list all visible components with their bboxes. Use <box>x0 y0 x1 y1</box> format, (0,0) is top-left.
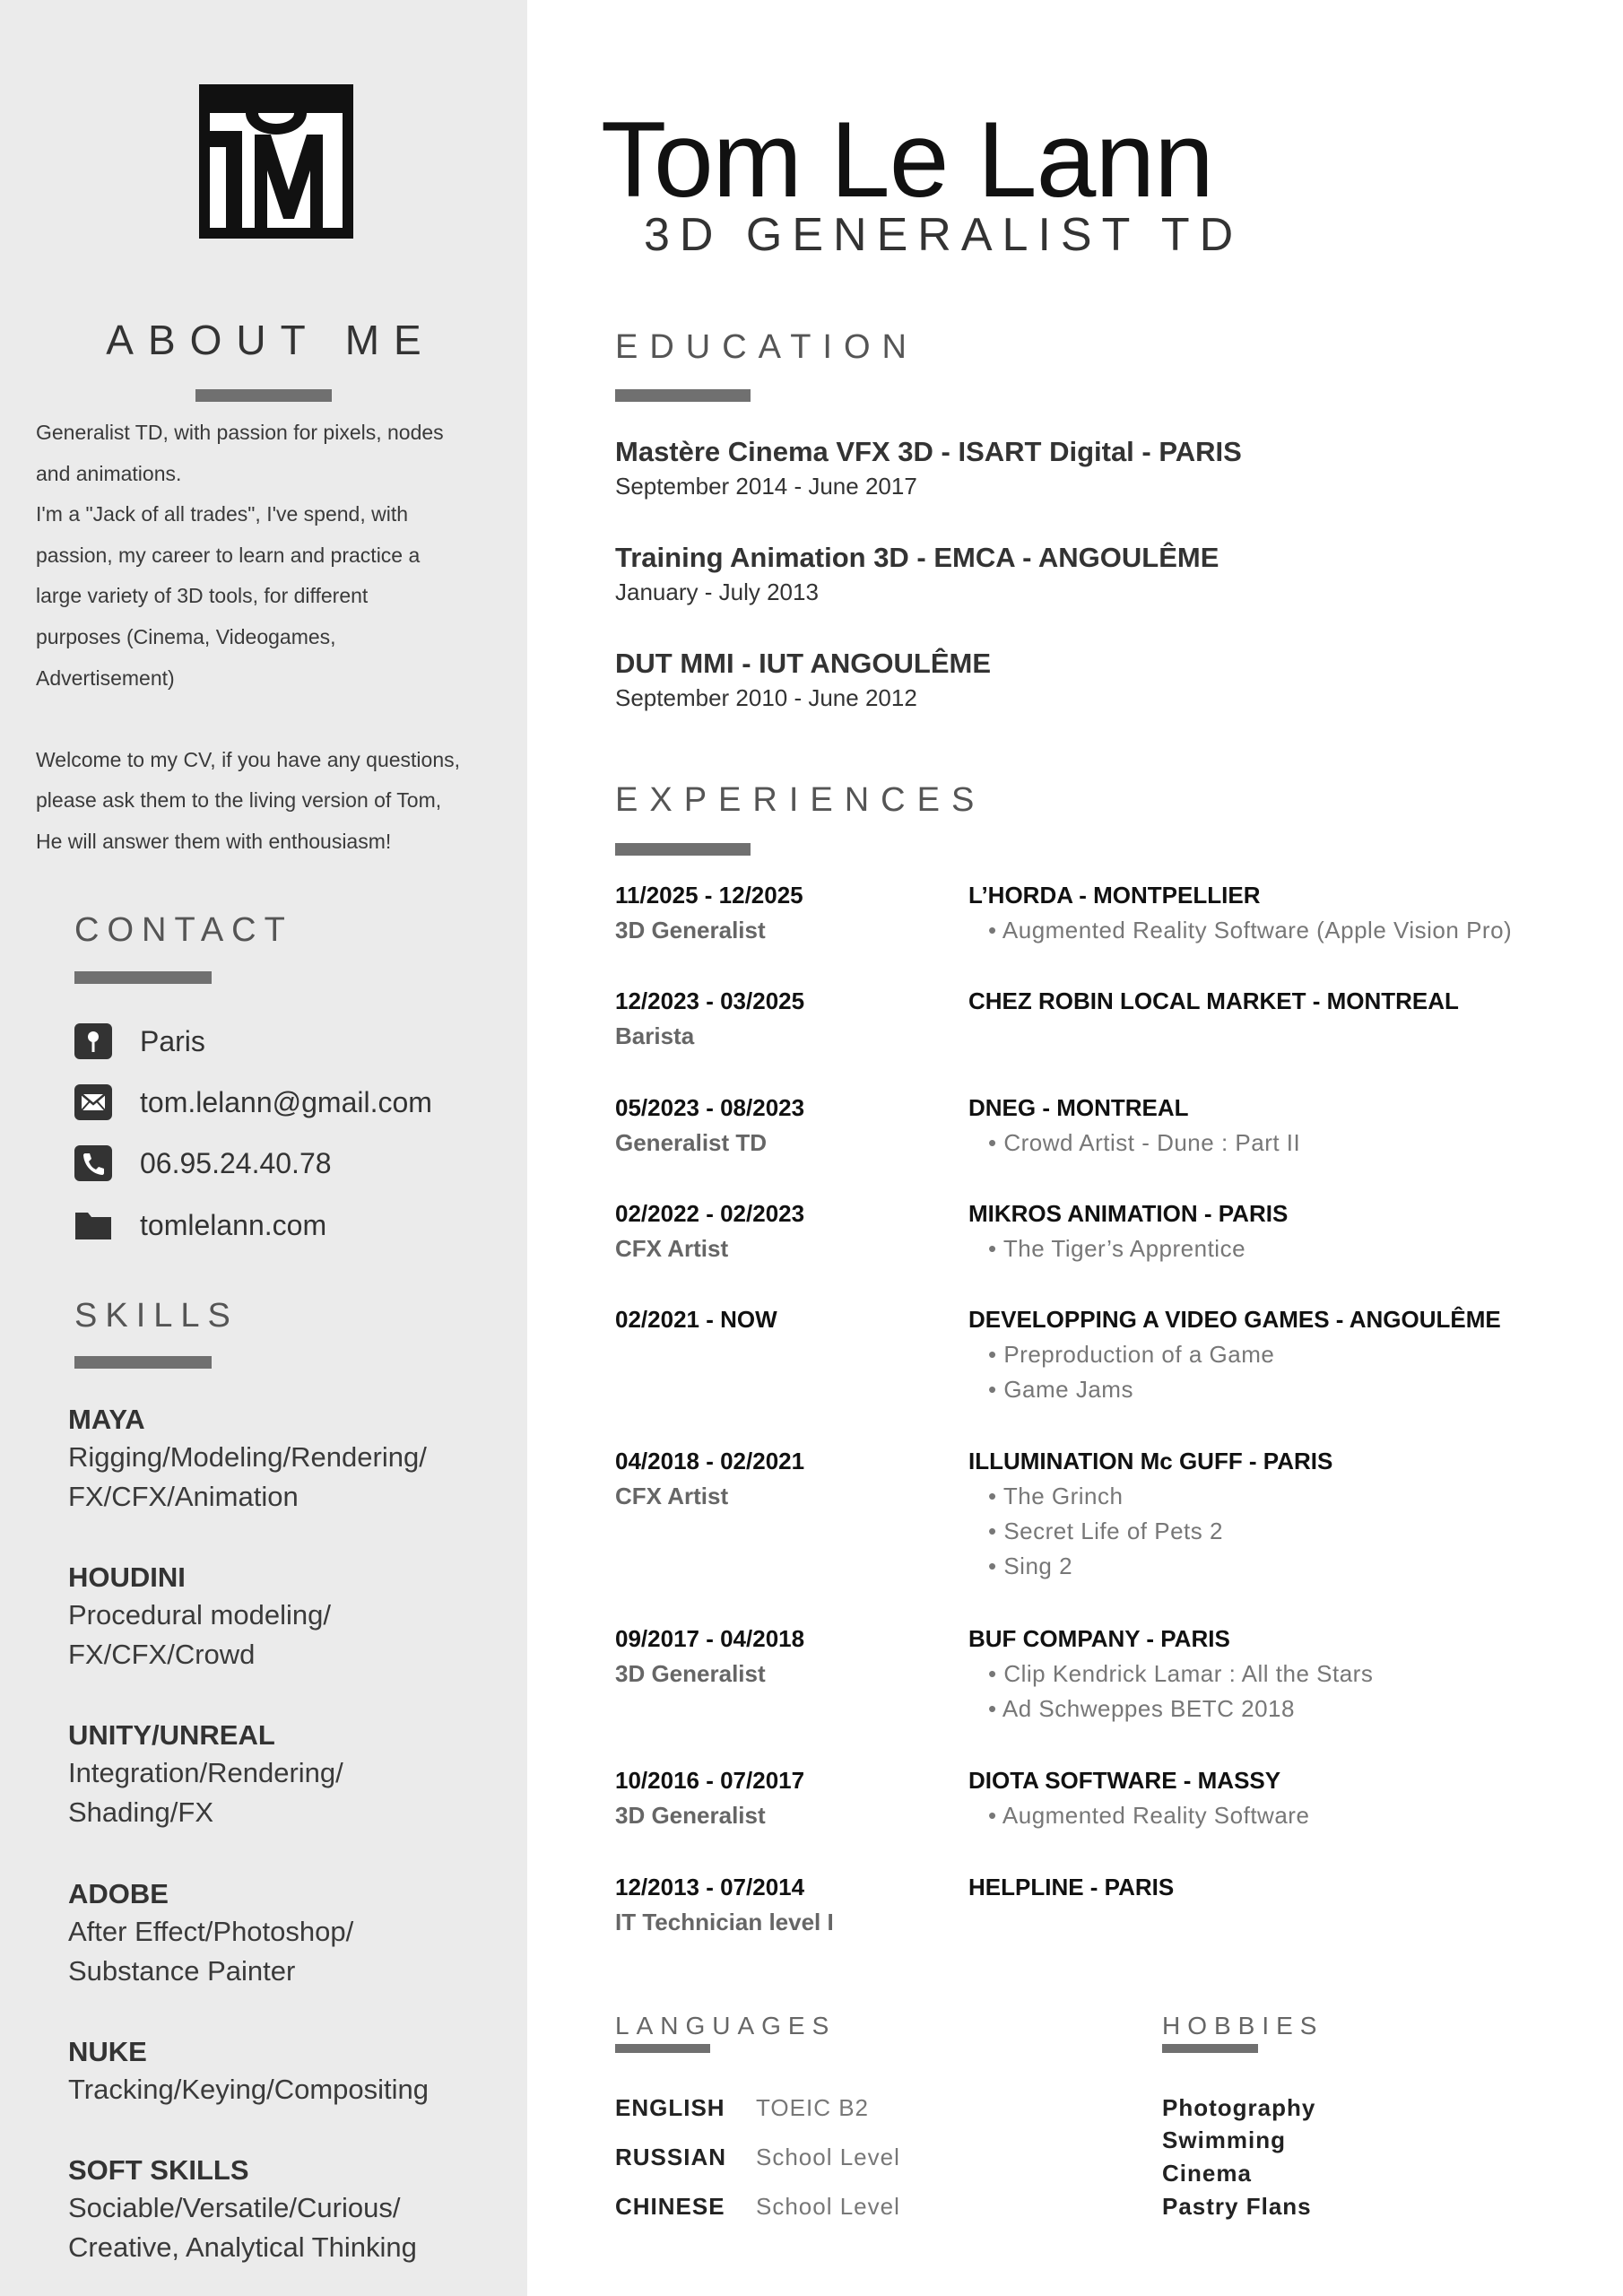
education-title: DUT MMI - IUT ANGOULÊME <box>615 648 992 679</box>
languages-divider <box>615 2044 710 2053</box>
about-paragraph-1: Generalist TD, with passion for pixels, nodes and animations. I'm a "Jack of all trades", I've spend, with passion, my career to learn and practice a large variety of 3D tools, for different purposes (Cinema, Videogames, Advertisement) <box>36 421 444 690</box>
skill-name: UNITY/UNREAL <box>68 1719 275 1751</box>
experience-dates: 09/2017 - 04/2018 <box>615 1625 805 1652</box>
skill-name: MAYA <box>68 1404 145 1435</box>
experience-dates: 02/2021 - NOW <box>615 1306 777 1333</box>
hobbies-heading: HOBBIES <box>1162 2012 1324 2039</box>
experience-bullet: • Augmented Reality Software <box>988 1802 1310 1829</box>
experience-company: BUF COMPANY - PARIS <box>968 1625 1230 1652</box>
education-item <box>615 434 1242 502</box>
contact-location <box>74 1023 205 1059</box>
experience-role: Generalist TD <box>615 1129 768 1156</box>
about-text <box>36 413 511 863</box>
skill-unity-unreal <box>68 1718 516 1832</box>
experience-role: CFX Artist <box>615 1235 729 1262</box>
experience-bullet: • Clip Kendrick Lamar : All the Stars <box>988 1660 1374 1687</box>
experience-dates: 05/2023 - 08/2023 <box>615 1094 805 1121</box>
contact-phone[interactable] <box>74 1145 332 1181</box>
experience-bullet: • Crowd Artist - Dune : Part II <box>988 1129 1301 1156</box>
education-item <box>615 646 991 714</box>
skills-heading: SKILLS <box>74 1297 239 1335</box>
education-dates: September 2010 - June 2012 <box>615 684 917 711</box>
experience-bullet: • Secret Life of Pets 2 <box>988 1518 1223 1544</box>
language-name: RUSSIAN <box>615 2144 727 2170</box>
languages-heading: LANGUAGES <box>615 2012 837 2039</box>
education-item <box>615 540 1219 608</box>
experience-company: CHEZ ROBIN LOCAL MARKET - MONTREAL <box>968 987 1459 1014</box>
experience-bullet: • The Tiger’s Apprentice <box>988 1235 1246 1262</box>
experience-company: HELPLINE - PARIS <box>968 1874 1175 1900</box>
education-dates: September 2014 - June 2017 <box>615 473 917 500</box>
skill-desc: Tracking/Keying/Compositing <box>68 2074 430 2105</box>
experience-role: 3D Generalist <box>615 917 766 944</box>
contact-website[interactable] <box>74 1207 327 1243</box>
experience-dates: 11/2025 - 12/2025 <box>615 882 803 909</box>
location-pin-icon <box>74 1023 112 1059</box>
language-name: ENGLISH <box>615 2094 725 2121</box>
experience-bullet: • The Grinch <box>988 1483 1124 1509</box>
experiences-heading: EXPERIENCES <box>615 781 986 819</box>
experience-company: DNEG - MONTREAL <box>968 1094 1189 1121</box>
hobby-item: Cinema <box>1162 2160 1252 2187</box>
skill-desc: After Effect/Photoshop/ Substance Painter <box>68 1916 354 1987</box>
hobby-item: Photography <box>1162 2094 1316 2121</box>
skill-maya <box>68 1402 516 1517</box>
experience-dates: 02/2022 - 02/2023 <box>615 1200 805 1227</box>
education-title: Training Animation 3D - EMCA - ANGOULÊME <box>615 542 1219 573</box>
experience-bullet: • Preproduction of a Game <box>988 1341 1275 1368</box>
experience-company: DEVELOPPING A VIDEO GAMES - ANGOULÊME <box>968 1306 1501 1333</box>
skill-name: NUKE <box>68 2036 147 2067</box>
skill-soft-skills <box>68 2152 516 2267</box>
language-level: TOEIC B2 <box>756 2094 870 2121</box>
sidebar <box>0 0 527 2296</box>
experience-role: Barista <box>615 1022 695 1049</box>
skill-desc: Integration/Rendering/ Shading/FX <box>68 1757 343 1828</box>
contact-heading: CONTACT <box>74 911 293 949</box>
experience-company: DIOTA SOFTWARE - MASSY <box>968 1767 1281 1794</box>
job-title: 3D GENERALIST TD <box>644 209 1244 261</box>
about-divider <box>195 389 332 402</box>
skill-name: ADOBE <box>68 1878 169 1909</box>
folder-icon <box>74 1207 112 1243</box>
education-heading: EDUCATION <box>615 328 918 366</box>
hobbies-divider <box>1162 2044 1258 2053</box>
person-name: Tom Le Lann <box>601 100 1213 220</box>
experience-bullet: • Game Jams <box>988 1376 1133 1403</box>
contact-divider <box>74 971 212 984</box>
experience-bullet: • Augmented Reality Software (Apple Vision Pro) <box>988 917 1513 944</box>
tm-monogram-logo-icon <box>199 84 353 239</box>
contact-email-text[interactable]: tom.lelann@gmail.com <box>140 1085 432 1118</box>
experience-dates: 04/2018 - 02/2021 <box>615 1448 805 1474</box>
language-level: School Level <box>756 2193 900 2220</box>
experience-bullet: • Ad Schweppes BETC 2018 <box>988 1695 1295 1722</box>
experiences-divider <box>615 843 751 856</box>
contact-website-text[interactable]: tomlelann.com <box>140 1208 327 1241</box>
education-divider <box>615 389 751 402</box>
experience-role: 3D Generalist <box>615 1660 766 1687</box>
experience-bullet: • Sing 2 <box>988 1552 1073 1579</box>
skill-name: HOUDINI <box>68 1561 186 1593</box>
contact-email[interactable] <box>74 1084 432 1120</box>
skills-divider <box>74 1356 212 1369</box>
skill-name: SOFT SKILLS <box>68 2154 249 2186</box>
language-name: CHINESE <box>615 2193 725 2220</box>
phone-icon <box>74 1145 112 1181</box>
skill-desc: Sociable/Versatile/Curious/ Creative, Analytical Thinking <box>68 2192 417 2263</box>
education-title: Mastère Cinema VFX 3D - ISART Digital - PARIS <box>615 436 1242 467</box>
experience-company: MIKROS ANIMATION - PARIS <box>968 1200 1289 1227</box>
skill-desc: Procedural modeling/ FX/CFX/Crowd <box>68 1599 331 1670</box>
about-heading: ABOUT ME <box>106 317 436 363</box>
hobby-item: Swimming <box>1162 2126 1287 2153</box>
skill-desc: Rigging/Modeling/Rendering/ FX/CFX/Animation <box>68 1441 427 1512</box>
skill-adobe <box>68 1876 516 1991</box>
contact-location-text: Paris <box>140 1024 205 1057</box>
education-dates: January - July 2013 <box>615 578 819 605</box>
experience-role: 3D Generalist <box>615 1802 766 1829</box>
experience-dates: 12/2023 - 03/2025 <box>615 987 805 1014</box>
experience-company: L’HORDA - MONTPELLIER <box>968 882 1261 909</box>
hobby-item: Pastry Flans <box>1162 2193 1312 2220</box>
language-level: School Level <box>756 2144 900 2170</box>
contact-phone-text[interactable]: 06.95.24.40.78 <box>140 1146 332 1179</box>
skill-houdini <box>68 1560 516 1674</box>
skill-nuke <box>68 2034 516 2109</box>
experience-dates: 10/2016 - 07/2017 <box>615 1767 805 1794</box>
mail-icon <box>74 1084 112 1120</box>
experience-role: IT Technician level I <box>615 1909 834 1935</box>
experience-dates: 12/2013 - 07/2014 <box>615 1874 805 1900</box>
experience-role: CFX Artist <box>615 1483 729 1509</box>
experience-company: ILLUMINATION Mc GUFF - PARIS <box>968 1448 1333 1474</box>
about-paragraph-2: Welcome to my CV, if you have any questions, please ask them to the living version of Tom, He will answer them with enthousiasm! <box>36 747 461 853</box>
